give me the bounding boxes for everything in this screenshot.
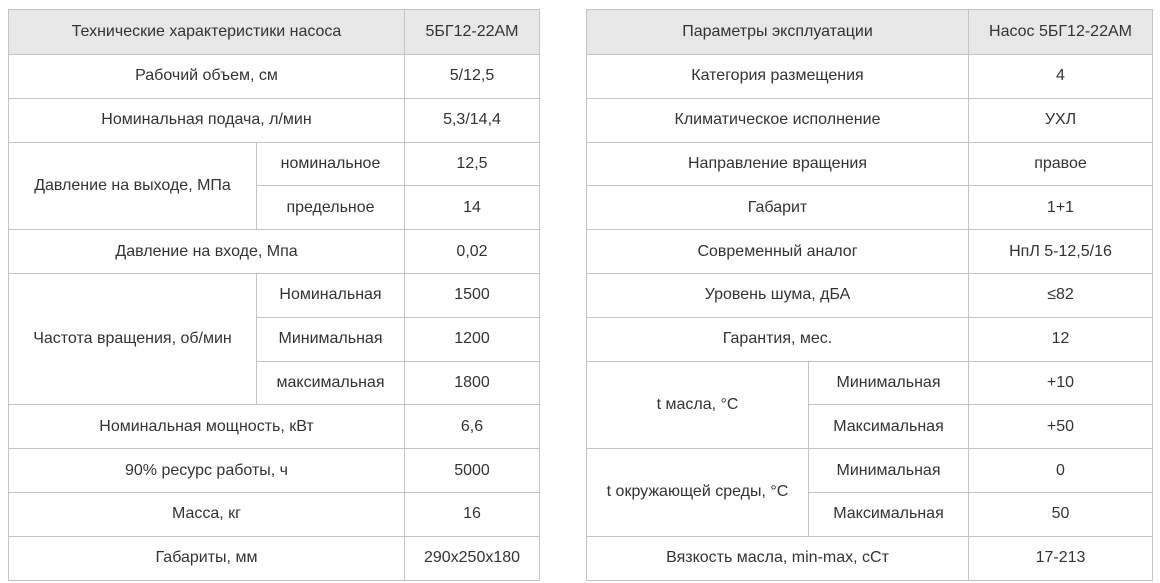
dimensions-value: 290x250x180 [405, 536, 540, 580]
table-row [9, 55, 540, 99]
placement-category-label: Категория размещения [587, 55, 969, 99]
pump-specs-table [8, 9, 540, 581]
header-value: 5БГ12-22АМ [405, 10, 540, 55]
rotation-speed-minimum-value: 1200 [405, 317, 540, 361]
header-value: Насос 5БГ12-22АМ [969, 10, 1153, 55]
nominal-power-label: Номинальная мощность, кВт [9, 405, 405, 449]
oil-viscosity-value: 17-213 [969, 536, 1153, 580]
outlet-pressure-limit-value: 14 [405, 186, 540, 230]
climatic-version-value: УХЛ [969, 98, 1153, 142]
modern-analog-value: НпЛ 5-12,5/16 [969, 230, 1153, 274]
header-parameter: Параметры эксплуатации [587, 10, 969, 55]
oil-temperature-minimum-value: +10 [969, 361, 1153, 405]
table-row [9, 230, 540, 274]
ambient-temperature-label: t окружающей среды, °C [587, 449, 809, 537]
size-value: 1+1 [969, 186, 1153, 230]
ambient-temperature-maximum-value: 50 [969, 492, 1153, 536]
rotation-direction-label: Направление вращения [587, 142, 969, 186]
working-volume-value: 5/12,5 [405, 55, 540, 99]
table-row [587, 317, 1153, 361]
rotation-speed-nominal-label: Номинальная [257, 273, 405, 317]
rotation-speed-nominal-value: 1500 [405, 273, 540, 317]
warranty-label: Гарантия, мес. [587, 317, 969, 361]
inlet-pressure-value: 0,02 [405, 230, 540, 274]
table-row [9, 273, 540, 317]
nominal-flow-label: Номинальная подача, л/мин [9, 98, 405, 142]
table-row [9, 142, 540, 186]
table-row [587, 55, 1153, 99]
outlet-pressure-nominal-value: 12,5 [405, 142, 540, 186]
table-header-row [9, 10, 540, 55]
oil-temperature-maximum-value: +50 [969, 405, 1153, 449]
noise-level-label: Уровень шума, дБА [587, 273, 969, 317]
nominal-flow-value: 5,3/14,4 [405, 98, 540, 142]
operating-params-table [586, 9, 1153, 581]
inlet-pressure-label: Давление на входе, Мпа [9, 230, 405, 274]
outlet-pressure-limit-label: предельное [257, 186, 405, 230]
outlet-pressure-nominal-label: номинальное [257, 142, 405, 186]
dimensions-label: Габариты, мм [9, 536, 405, 580]
rotation-speed-minimum-label: Минимальная [257, 317, 405, 361]
table-row [9, 449, 540, 493]
working-volume-label: Рабочий объем, см [9, 55, 405, 99]
rotation-speed-maximum-label: максимальная [257, 361, 405, 405]
ambient-temperature-maximum-label: Максимальная [809, 492, 969, 536]
oil-temperature-label: t масла, °C [587, 361, 809, 449]
oil-viscosity-label: Вязкость масла, min-max, сСт [587, 536, 969, 580]
table-row [9, 98, 540, 142]
noise-level-value: ≤82 [969, 273, 1153, 317]
rotation-direction-value: правое [969, 142, 1153, 186]
ambient-temperature-minimum-value: 0 [969, 449, 1153, 493]
mass-value: 16 [405, 492, 540, 536]
table-row [9, 492, 540, 536]
resource-label: 90% ресурс работы, ч [9, 449, 405, 493]
table-row [587, 536, 1153, 580]
size-label: Габарит [587, 186, 969, 230]
warranty-value: 12 [969, 317, 1153, 361]
rotation-speed-label: Частота вращения, об/мин [9, 273, 257, 404]
table-row [587, 230, 1153, 274]
climatic-version-label: Климатическое исполнение [587, 98, 969, 142]
table-row [9, 536, 540, 580]
outlet-pressure-label: Давление на выходе, МПа [9, 142, 257, 230]
nominal-power-value: 6,6 [405, 405, 540, 449]
modern-analog-label: Современный аналог [587, 230, 969, 274]
table-row [587, 361, 1153, 405]
table-row [587, 98, 1153, 142]
table-header-row [587, 10, 1153, 55]
ambient-temperature-minimum-label: Минимальная [809, 449, 969, 493]
placement-category-value: 4 [969, 55, 1153, 99]
mass-label: Масса, кг [9, 492, 405, 536]
table-row [587, 449, 1153, 493]
resource-value: 5000 [405, 449, 540, 493]
table-row [587, 273, 1153, 317]
oil-temperature-minimum-label: Минимальная [809, 361, 969, 405]
rotation-speed-maximum-value: 1800 [405, 361, 540, 405]
table-row [587, 142, 1153, 186]
table-row [587, 186, 1153, 230]
header-parameter: Технические характеристики насоса [9, 10, 405, 55]
oil-temperature-maximum-label: Максимальная [809, 405, 969, 449]
table-row [9, 405, 540, 449]
